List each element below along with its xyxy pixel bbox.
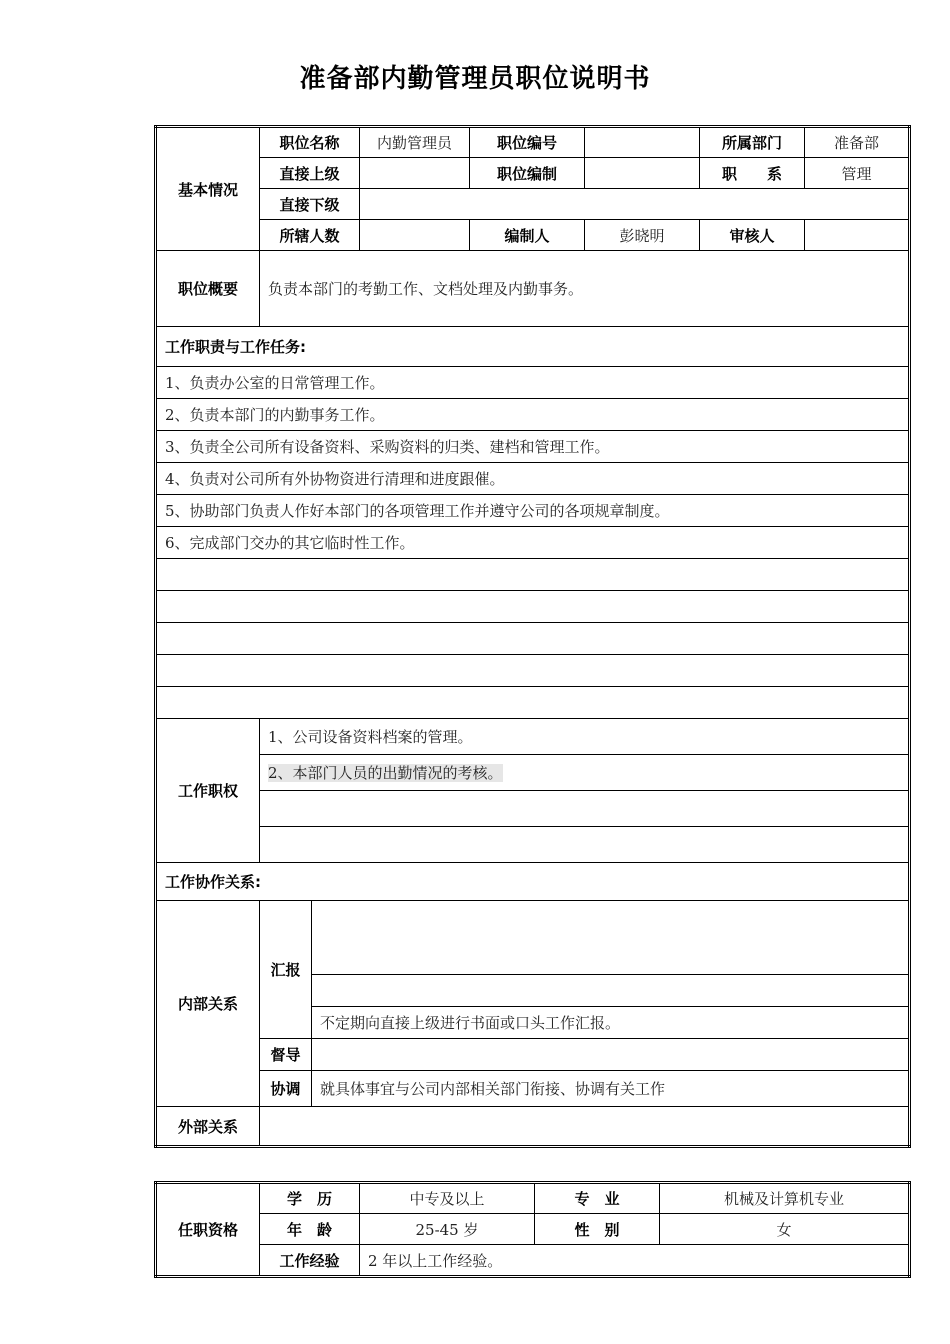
supervise-text: [312, 1039, 910, 1071]
supervise-label: 督导: [260, 1039, 312, 1071]
duty-blank-row: [156, 687, 910, 719]
author-label: 编制人: [470, 220, 585, 251]
summary-label: 职位概要: [156, 251, 260, 327]
duty-item: 2、负责本部门的内勤事务工作。: [156, 399, 910, 431]
experience-value: 2 年以上工作经验。: [360, 1245, 910, 1277]
coordinate-text: 就具体事宜与公司内部相关部门衔接、协调有关工作: [312, 1071, 910, 1107]
staffing-label: 职位编制: [470, 158, 585, 189]
duty-blank-row: [156, 623, 910, 655]
headcount-label: 所辖人数: [260, 220, 360, 251]
duty-blank-row: [156, 655, 910, 687]
duty-blank-row: [156, 591, 910, 623]
authority-item: [260, 755, 910, 791]
relations-header: 工作协作关系:: [156, 863, 910, 901]
position-code-label: 职位编号: [470, 127, 585, 158]
major-label: 专 业: [535, 1183, 660, 1214]
report-blank-row: [312, 975, 910, 1007]
duties-header: 工作职责与工作任务:: [156, 327, 910, 367]
education-label: 学 历: [260, 1183, 360, 1214]
reviewer-label: 审核人: [700, 220, 805, 251]
job-description-table: [154, 125, 911, 1148]
subordinate-label: 直接下级: [260, 189, 360, 220]
report-label: 汇报: [260, 901, 312, 1039]
report-blank-row: [312, 901, 910, 975]
position-name-label: 职位名称: [260, 127, 360, 158]
experience-label: 工作经验: [260, 1245, 360, 1277]
subordinate-value: [360, 189, 910, 220]
series-value: 管理: [805, 158, 910, 189]
external-relations-label: 外部关系: [156, 1107, 260, 1147]
age-value: 25-45 岁: [360, 1214, 535, 1245]
authority-label: 工作职权: [156, 719, 260, 863]
duty-item: 1、负责办公室的日常管理工作。: [156, 367, 910, 399]
duty-item: 3、负责全公司所有设备资料、采购资料的归类、建档和管理工作。: [156, 431, 910, 463]
qualification-table: [154, 1181, 911, 1278]
department-label: 所属部门: [700, 127, 805, 158]
position-code-value: [585, 127, 700, 158]
age-label: 年 龄: [260, 1214, 360, 1245]
duty-blank-row: [156, 559, 910, 591]
authority-item: 1、公司设备资料档案的管理。: [260, 719, 910, 755]
series-label: 职 系: [700, 158, 805, 189]
external-relations-text: [260, 1107, 910, 1147]
coordinate-label: 协调: [260, 1071, 312, 1107]
major-value: 机械及计算机专业: [660, 1183, 910, 1214]
duty-item: 4、负责对公司所有外协物资进行清理和进度跟催。: [156, 463, 910, 495]
authority-blank-row: [260, 827, 910, 863]
author-value: 彭晓明: [585, 220, 700, 251]
summary-text: 负责本部门的考勤工作、文档处理及内勤事务。: [260, 251, 910, 327]
basic-info-label: 基本情况: [156, 127, 260, 251]
gender-value: 女: [660, 1214, 910, 1245]
page-title: 准备部内勤管理员职位说明书: [299, 64, 651, 94]
department-value: 准备部: [805, 127, 910, 158]
duty-item: 6、完成部门交办的其它临时性工作。: [156, 527, 910, 559]
report-text: 不定期向直接上级进行书面或口头工作汇报。: [312, 1007, 910, 1039]
headcount-value: [360, 220, 470, 251]
superior-value: [360, 158, 470, 189]
authority-blank-row: [260, 791, 910, 827]
staffing-value: [585, 158, 700, 189]
duty-item: 5、协助部门负责人作好本部门的各项管理工作并遵守公司的各项规章制度。: [156, 495, 910, 527]
superior-label: 直接上级: [260, 158, 360, 189]
internal-relations-label: 内部关系: [156, 901, 260, 1107]
reviewer-value: [805, 220, 910, 251]
position-name-value: 内勤管理员: [360, 127, 470, 158]
authority-item-highlight: 2、本部门人员的出勤情况的考核。: [268, 764, 503, 782]
education-value: 中专及以上: [360, 1183, 535, 1214]
gender-label: 性 别: [535, 1214, 660, 1245]
qualification-label: 任职资格: [156, 1183, 260, 1277]
